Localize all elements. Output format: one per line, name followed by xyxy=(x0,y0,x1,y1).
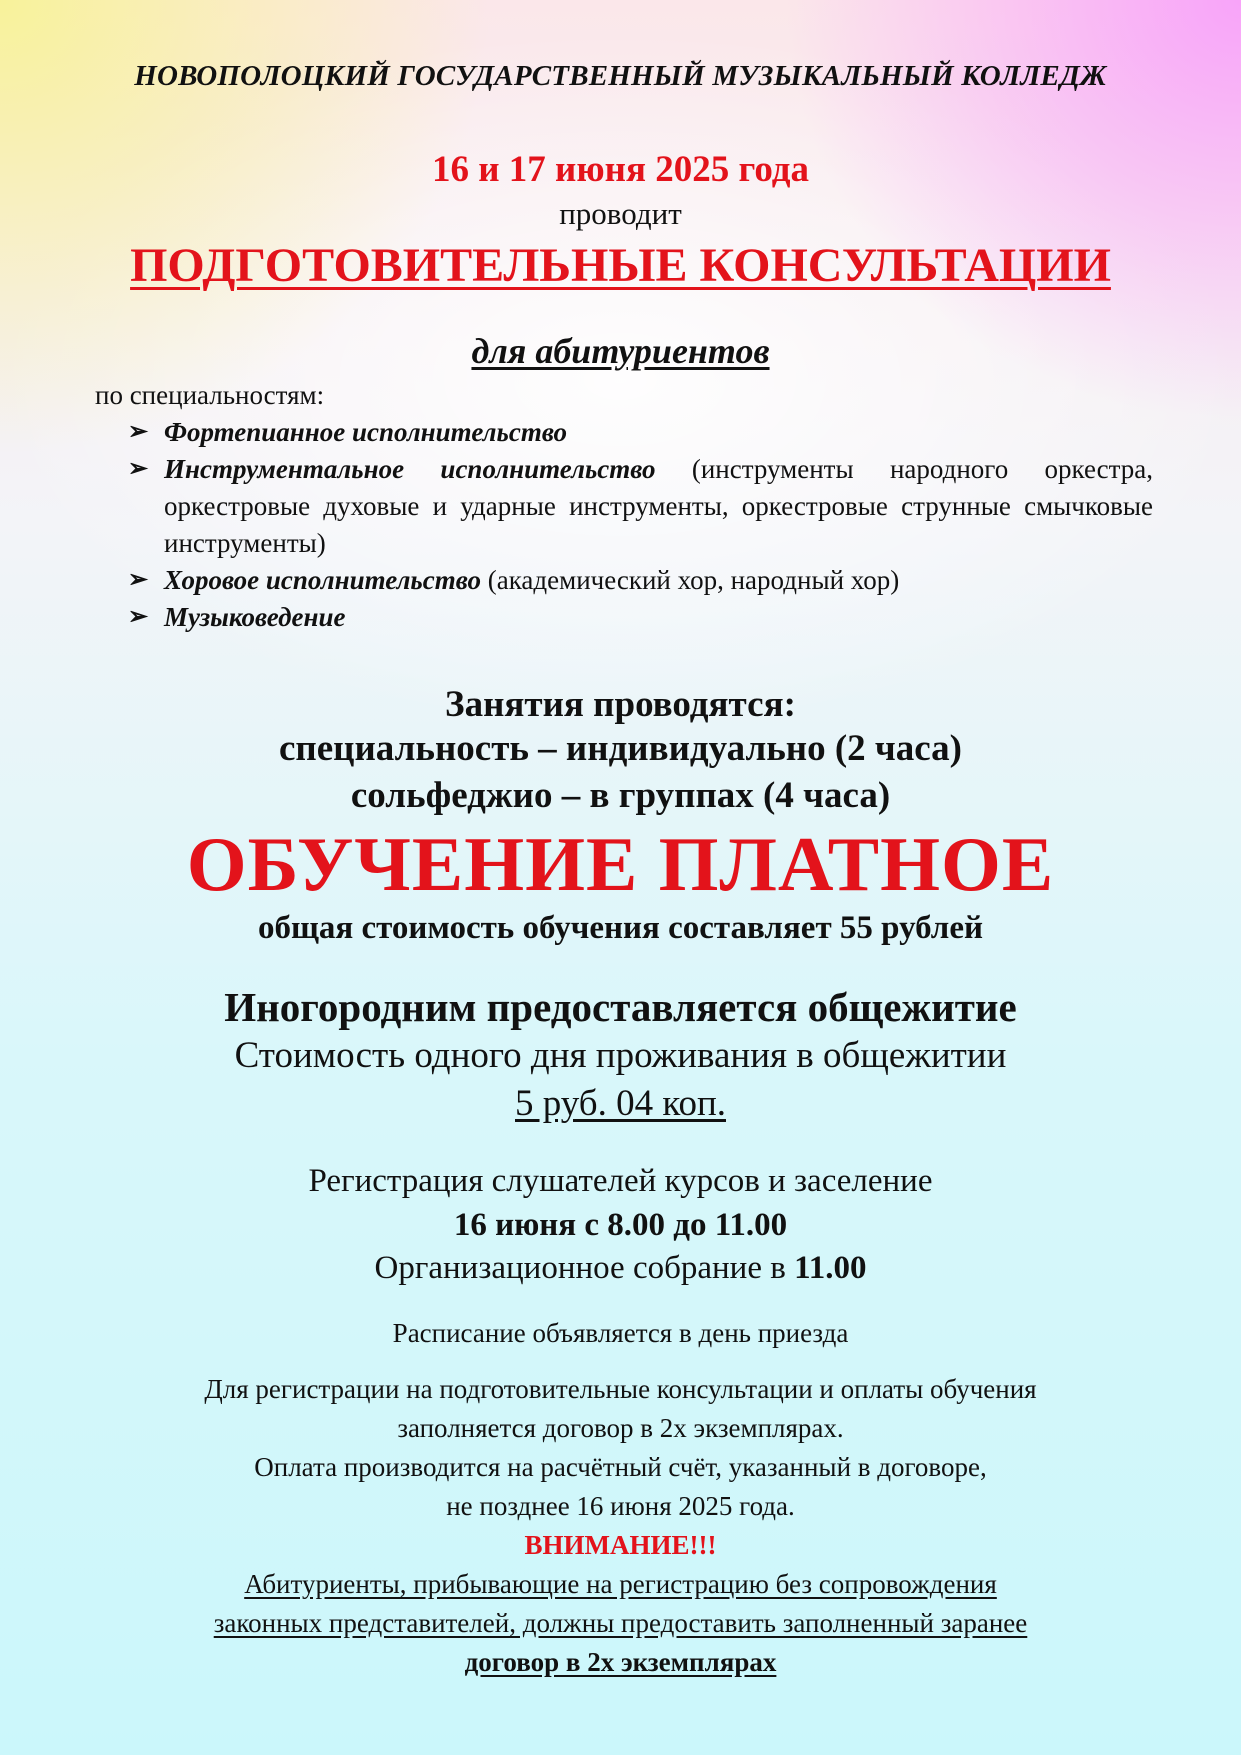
dorm-cost-label: Стоимость одного дня проживания в общежитии xyxy=(234,1035,1007,1076)
notice-line: заполняется договор в 2х экземплярах. xyxy=(397,1413,844,1443)
list-item xyxy=(128,414,1153,451)
schedule-note: Расписание объявляется в день приезда xyxy=(392,1318,849,1348)
specialty-name: Фортепианное исполнительство xyxy=(164,417,568,447)
classes-specialty: специальность – индивидуально (2 часа) xyxy=(279,728,962,769)
tuition-cost: общая стоимость обучения составляет 55 рублей xyxy=(258,910,983,946)
list-item xyxy=(128,562,1153,599)
specialty-note: (инструменты народного оркестра, оркестровые духовые и ударные инструменты, оркестровые струнные смычковые инструменты) xyxy=(164,454,1153,558)
attention-label: ВНИМАНИЕ!!! xyxy=(524,1530,717,1560)
classes-solfeggio: сольфеджио – в группах (4 часа) xyxy=(350,775,891,816)
classes-heading: Занятия проводятся: xyxy=(445,684,796,725)
meeting-label: Организационное собрание в xyxy=(374,1250,795,1286)
arrow-bullet-icon: ➢ xyxy=(128,604,149,630)
notice-line: Для регистрации на подготовительные консультации и оплаты обучения xyxy=(204,1374,1037,1404)
dorm-price: 5 руб. 04 коп. xyxy=(515,1083,726,1124)
audience-text: для абитуриентов xyxy=(471,331,770,371)
specialty-name: Хоровое исполнительство xyxy=(164,565,481,595)
warning-line xyxy=(0,1604,1241,1643)
meeting-time: 11.00 xyxy=(794,1250,867,1286)
page-title: ПОДГОТОВИТЕЛЬНЫЕ КОНСУЛЬТАЦИИ xyxy=(130,239,1111,292)
specialties-intro: по специальностям: xyxy=(95,380,325,410)
list-item xyxy=(128,599,1153,636)
arrow-bullet-icon: ➢ xyxy=(128,456,149,482)
registration-label: Регистрация слушателей курсов и заселение xyxy=(308,1163,933,1199)
warning-line xyxy=(0,1565,1241,1604)
arrow-bullet-icon: ➢ xyxy=(128,419,149,445)
dorm-price-line xyxy=(0,1082,1241,1125)
notice-line: Оплата производится на расчётный счёт, указанный в договоре, xyxy=(254,1452,987,1482)
specialty-name: Инструментальное исполнительство xyxy=(164,454,656,484)
notice-line: не позднее 16 июня 2025 года. xyxy=(446,1491,795,1521)
specialties-list xyxy=(128,414,1153,636)
registration-notice xyxy=(0,1370,1241,1682)
warning-text: законных представителей, должны предоставить заполненный заранее xyxy=(213,1608,1028,1638)
list-item xyxy=(128,451,1153,562)
specialty-name: Музыковедение xyxy=(164,602,346,632)
event-dates: 16 и 17 июня 2025 года xyxy=(431,149,810,190)
college-name: НОВОПОЛОЦКИЙ ГОСУДАРСТВЕННЫЙ МУЗЫКАЛЬНЫЙ КОЛЛЕДЖ xyxy=(134,60,1107,92)
dorm-heading: Иногородним предоставляется общежитие xyxy=(224,984,1017,1030)
meeting-line xyxy=(0,1250,1241,1287)
warning-text: Абитуриенты, прибывающие на регистрацию без сопровождения xyxy=(244,1569,997,1599)
specialty-note: (академический хор, народный хор) xyxy=(487,565,900,595)
registration-time: 16 июня с 8.00 до 11.00 xyxy=(453,1207,788,1243)
audience-label xyxy=(0,330,1241,372)
paid-title: ОБУЧЕНИЕ ПЛАТНОЕ xyxy=(186,821,1055,907)
arrow-bullet-icon: ➢ xyxy=(128,567,149,593)
conducts-label: проводит xyxy=(559,196,682,231)
warning-line xyxy=(0,1643,1241,1682)
warning-text: договор в 2х экземплярах xyxy=(464,1647,777,1677)
